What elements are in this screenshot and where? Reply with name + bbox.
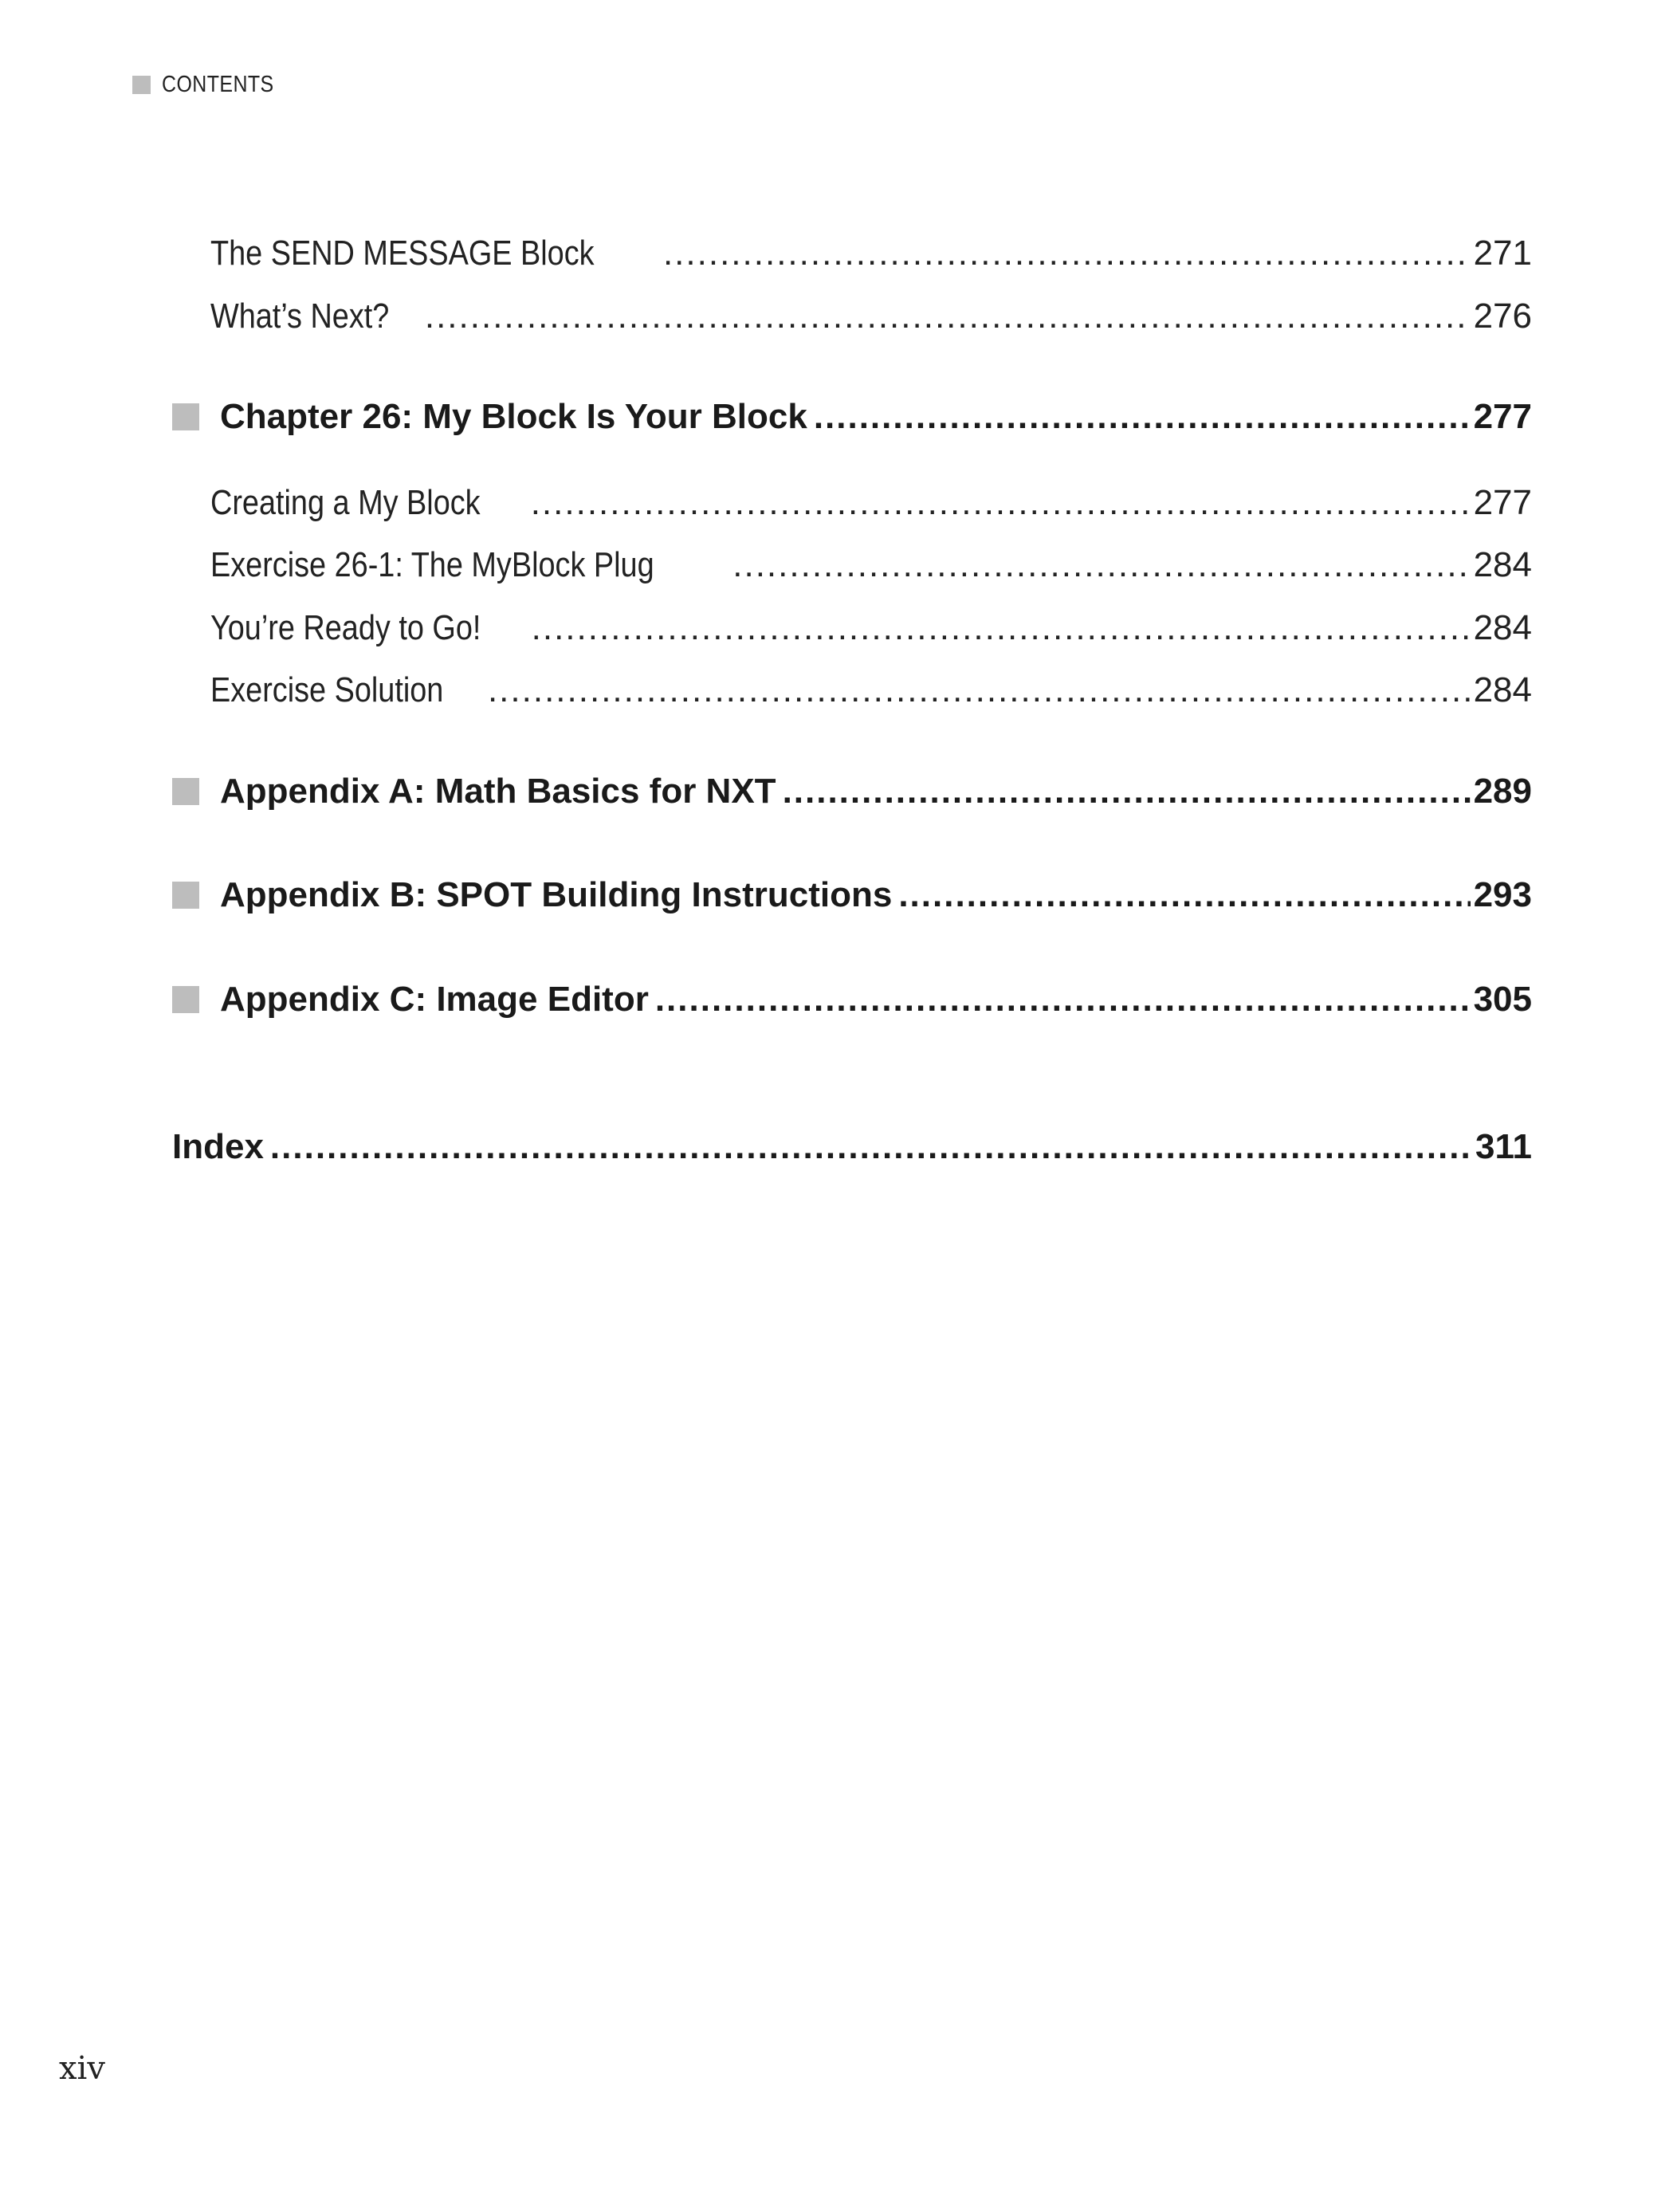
toc-chapter-title: Appendix A: Math Basics for NXT	[220, 772, 776, 811]
dot-leader	[898, 875, 1470, 915]
dot-leader	[425, 297, 1471, 336]
dot-leader	[488, 670, 1471, 710]
toc-chapter-title: Appendix C: Image Editor	[220, 980, 649, 1019]
toc-entry-title: Exercise Solution	[210, 670, 444, 709]
dot-leader	[655, 980, 1471, 1020]
toc-entry-title: What’s Next?	[210, 297, 390, 336]
toc-appendix-a[interactable]	[172, 772, 1532, 811]
toc-entry-title: You’re Ready to Go!	[210, 608, 481, 647]
toc-page-number: 293	[1473, 875, 1532, 914]
toc-index-title: Index	[172, 1127, 264, 1166]
dot-leader	[783, 772, 1471, 811]
header-square-icon	[132, 76, 151, 94]
toc-page-number: 271	[1473, 234, 1532, 273]
toc-entry-creating-my-block[interactable]	[210, 483, 1532, 523]
chapter-square-icon	[172, 403, 199, 430]
toc-page-number: 311	[1475, 1127, 1532, 1166]
dot-leader	[531, 483, 1471, 523]
chapter-square-icon	[172, 986, 199, 1013]
toc-entry-title: Exercise 26-1: The MyBlock Plug	[210, 545, 654, 584]
toc-entry-send-message[interactable]	[210, 234, 1532, 273]
toc-page-number: 284	[1473, 670, 1532, 709]
toc-entry-title: Creating a My Block	[210, 483, 481, 522]
page-folio: xiv	[59, 2050, 105, 2087]
toc-entry-whats-next[interactable]	[210, 297, 1532, 336]
toc-page-number: 277	[1473, 483, 1532, 522]
toc-chapter-title: Chapter 26: My Block Is Your Block	[220, 397, 807, 436]
dot-leader	[663, 234, 1471, 273]
toc-chapter-title: Appendix B: SPOT Building Instructions	[220, 875, 893, 914]
dot-leader	[532, 608, 1471, 648]
toc-page-number: 305	[1473, 980, 1532, 1019]
toc-entry-exercise-solution[interactable]	[210, 670, 1532, 710]
toc-page-number: 276	[1473, 297, 1532, 336]
chapter-square-icon	[172, 778, 199, 805]
toc-index[interactable]	[172, 1127, 1532, 1167]
chapter-square-icon	[172, 882, 199, 909]
toc-entry-title: The SEND MESSAGE Block	[210, 234, 595, 273]
toc-page-number: 284	[1473, 608, 1532, 647]
toc-entry-exercise-26-1[interactable]	[210, 545, 1532, 585]
toc-chapter-26[interactable]	[172, 397, 1532, 437]
header-label: CONTENTS	[162, 72, 274, 97]
toc-entry-ready-to-go[interactable]	[210, 608, 1532, 648]
dot-leader	[814, 397, 1471, 437]
dot-leader	[270, 1127, 1472, 1167]
dot-leader	[732, 545, 1470, 585]
toc-page-number: 277	[1473, 397, 1532, 436]
toc-appendix-c[interactable]	[172, 980, 1532, 1020]
toc-page-number: 284	[1473, 545, 1532, 584]
toc-appendix-b[interactable]	[172, 875, 1532, 915]
running-header	[132, 72, 293, 98]
toc-page-number: 289	[1473, 772, 1532, 811]
